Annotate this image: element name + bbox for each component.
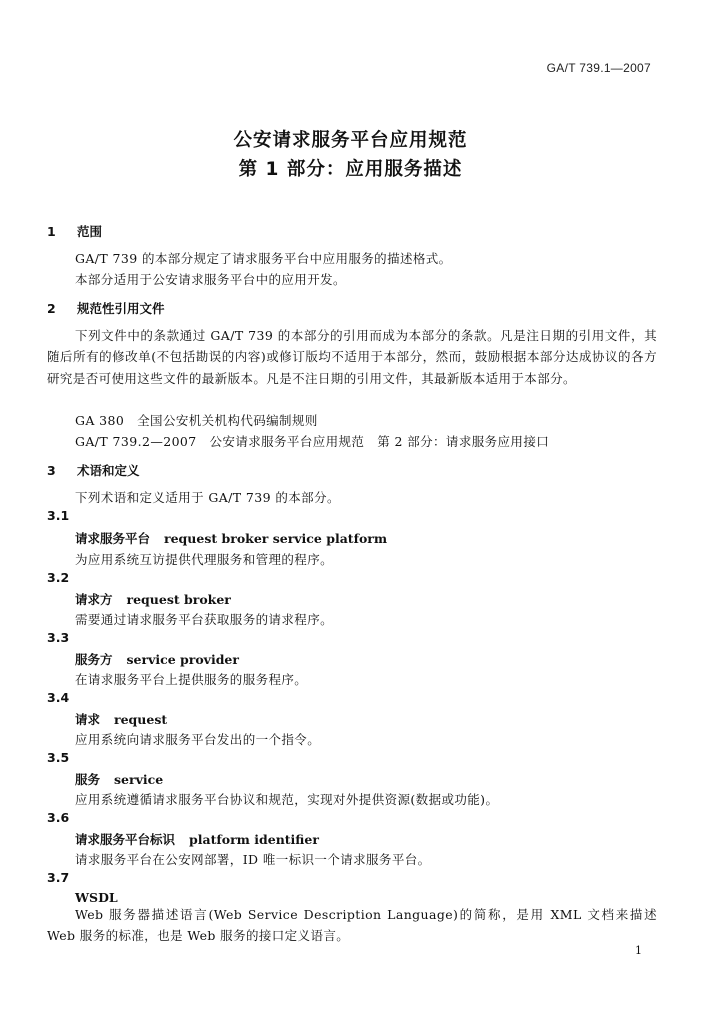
- section-title: 规范性引用文件: [77, 301, 165, 316]
- term-zh: 服务方: [75, 652, 113, 667]
- term-definition: 在请求服务平台上提供服务的服务程序。: [75, 672, 308, 687]
- term-definition: 应用系统向请求服务平台发出的一个指令。: [75, 732, 321, 747]
- term-definition: Web 服务器描述语言(Web Service Description Language)的简称，是用 XML 文档来描述 Web 服务的标准，也是 Web 服务的接口定义语言。: [47, 907, 657, 944]
- term-en: WSDL: [75, 890, 118, 905]
- standard-code: GA/T 739.1—2007: [546, 61, 651, 75]
- term-entry: [75, 650, 239, 668]
- paragraph-normative-intro: 下列文件中的条款通过 GA/T 739 的本部分的引用而成为本部分的条款。凡是注日期的引用文件，其随后所有的修改单(不包括勘误的内容)或修订版均不适用于本部分，然而，鼓励根据本部分达成协议的各方研究是否可使用这些文件的最新版本。凡是不注日期的引用文件，其最新版本适用于本部分。: [47, 328, 657, 386]
- paragraph: 下列术语和定义适用于 GA/T 739 的本部分。: [75, 490, 340, 505]
- reference-item: GA/T 739.2—2007 公安请求服务平台应用规范 第 2 部分：请求服务应用接口: [75, 434, 550, 449]
- term-zh: 请求: [75, 712, 101, 727]
- section-heading-normative-references: [47, 299, 165, 317]
- clause-number: 3.6: [47, 810, 70, 825]
- term-zh: 请求服务平台标识: [75, 832, 176, 847]
- term-definition: 需要通过请求服务平台获取服务的请求程序。: [75, 612, 334, 627]
- term-definition: 请求服务平台在公安网部署，ID 唯一标识一个请求服务平台。: [75, 852, 431, 867]
- clause-number: 3.2: [47, 570, 70, 585]
- term-zh: 请求方: [75, 592, 113, 607]
- clause-number: 3.7: [47, 870, 70, 885]
- term-en: request broker: [126, 592, 231, 607]
- document-title: 公安请求服务平台应用规范: [233, 130, 468, 151]
- clause-number: 3.3: [47, 630, 70, 645]
- paragraph: 本部分适用于公安请求服务平台中的应用开发。: [75, 272, 346, 287]
- term-definition: 为应用系统互访提供代理服务和管理的程序。: [75, 552, 334, 567]
- term-definition: 应用系统遵循请求服务平台协议和规范，实现对外提供资源(数据或功能)。: [75, 792, 499, 807]
- paragraph: GA/T 739 的本部分规定了请求服务平台中应用服务的描述格式。: [75, 251, 452, 266]
- section-number: 2: [47, 301, 56, 316]
- clause-number: 3.4: [47, 690, 70, 705]
- page-number: 1: [635, 944, 642, 957]
- term-en: request broker service platform: [164, 531, 388, 546]
- section-number: 1: [47, 224, 56, 239]
- term-entry: [75, 830, 319, 848]
- section-title: 术语和定义: [77, 463, 140, 478]
- term-zh: 服务: [75, 772, 101, 787]
- clause-number: 3.1: [47, 508, 70, 523]
- section-heading-terms: [47, 461, 140, 479]
- section-heading-scope: [47, 222, 102, 240]
- term-en: platform identifier: [189, 832, 319, 847]
- clause-number: 3.5: [47, 750, 70, 765]
- term-en: request: [114, 712, 168, 727]
- term-entry: [75, 890, 118, 905]
- term-en: service: [114, 772, 164, 787]
- document-subtitle: 第 1 部分：应用服务描述: [238, 159, 463, 180]
- term-entry: [75, 590, 231, 608]
- term-entry: [75, 770, 163, 788]
- term-entry: [75, 710, 167, 728]
- section-title: 范围: [77, 224, 103, 239]
- reference-item: GA 380 全国公安机关机构代码编制规则: [75, 413, 318, 428]
- section-number: 3: [47, 463, 56, 478]
- term-entry: [75, 529, 387, 547]
- term-en: service provider: [126, 652, 239, 667]
- term-zh: 请求服务平台: [75, 531, 151, 546]
